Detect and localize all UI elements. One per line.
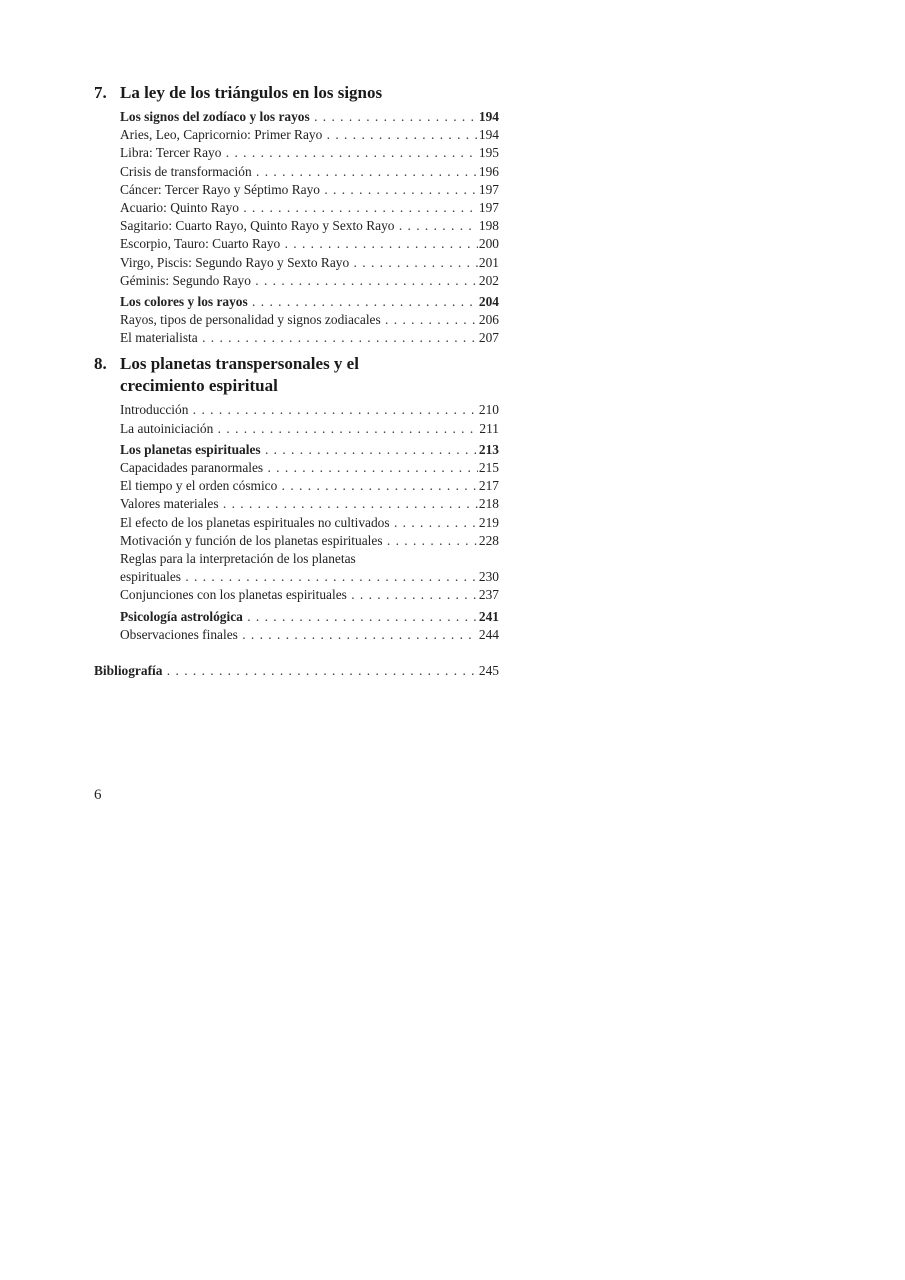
toc-entry-page: 230 xyxy=(478,569,499,585)
toc-entry[interactable] xyxy=(120,568,499,586)
bibliography-label: Bibliografía . . . xyxy=(94,662,478,680)
toc-entry-page: 198 xyxy=(478,218,499,234)
toc-entry[interactable] xyxy=(120,532,499,550)
toc-entry-label: Libra: Tercer Rayo . . . xyxy=(120,144,478,162)
toc-entry[interactable] xyxy=(120,514,499,532)
toc-entry-label: Los signos del zodíaco y los rayos . . . xyxy=(120,108,478,126)
toc-entry-label: Los planetas espirituales . . . xyxy=(120,441,478,459)
toc-entry-label: Rayos, tipos de personalidad y signos zodiacales . . . xyxy=(120,311,478,329)
toc-entry[interactable] xyxy=(120,235,499,253)
toc-entry-label: Virgo, Piscis: Segundo Rayo y Sexto Rayo . . . xyxy=(120,254,478,272)
chapter-title-line: crecimiento espiritual xyxy=(120,376,278,396)
toc-entry-label: Valores materiales . . . xyxy=(120,495,478,513)
toc-section-entry[interactable] xyxy=(120,108,499,126)
toc-entry-label: El materialista . . . xyxy=(120,329,478,347)
toc-entry[interactable] xyxy=(120,420,499,438)
toc-entry-label: Acuario: Quinto Rayo . . . xyxy=(120,199,478,217)
toc-entry-label: Géminis: Segundo Rayo . . . xyxy=(120,272,478,290)
toc-entry-page: 219 xyxy=(478,514,499,530)
toc-bibliography-entry[interactable] xyxy=(94,662,499,680)
toc-entry[interactable] xyxy=(120,329,499,347)
toc-entry-page: 194 xyxy=(478,109,499,124)
toc-entry-label: Motivación y función de los planetas espirituales . . . xyxy=(120,532,478,550)
toc-entry[interactable] xyxy=(120,311,499,329)
toc-entry[interactable] xyxy=(120,254,499,272)
toc-entry[interactable] xyxy=(120,217,499,235)
toc-entry[interactable] xyxy=(120,126,499,144)
toc-entry-label: Sagitario: Cuarto Rayo, Quinto Rayo y Sexto Rayo . . . xyxy=(120,217,478,235)
toc-entry-label: Observaciones finales . . . xyxy=(120,626,478,644)
bibliography-page: 245 xyxy=(478,662,499,678)
page-number: 6 xyxy=(94,787,102,803)
toc-entry-label: Aries, Leo, Capricornio: Primer Rayo . . . xyxy=(120,126,478,144)
toc-entry-page: 197 xyxy=(478,199,499,215)
chapter-number: 7. xyxy=(94,83,107,102)
toc-entry-page: 197 xyxy=(478,181,499,197)
toc-entry-label: El tiempo y el orden cósmico . . . xyxy=(120,477,478,495)
chapter-title-line: La ley de los triángulos en los signos xyxy=(120,83,383,102)
toc-entry-label: Escorpio, Tauro: Cuarto Rayo . . . xyxy=(120,235,478,253)
toc-entry-page: 210 xyxy=(478,402,499,418)
toc-entry-label: Psicología astrológica . . . xyxy=(120,608,478,626)
toc-entry-page: 196 xyxy=(478,163,499,179)
toc-entry-page: 244 xyxy=(478,626,499,642)
toc-entry-label: Crisis de transformación . . . xyxy=(120,163,478,181)
toc-entry[interactable] xyxy=(120,272,499,290)
toc-entry-page: 206 xyxy=(478,312,499,328)
chapter-number: 8. xyxy=(94,354,107,374)
toc-entry[interactable] xyxy=(120,144,499,162)
toc-section-entry[interactable] xyxy=(120,293,499,311)
toc-entry-label: Conjunciones con los planetas espirituales . . . xyxy=(120,586,478,604)
toc-entry-page: 213 xyxy=(478,441,499,457)
toc-entry-page: 218 xyxy=(478,496,499,512)
toc-entry-page: 195 xyxy=(478,145,499,161)
toc-entry-page: 215 xyxy=(478,460,499,475)
toc-entry-page: 237 xyxy=(478,587,499,603)
toc-entry-label: Reglas para la interpretación de los planetas xyxy=(120,550,356,566)
toc-entry-page: 204 xyxy=(478,293,499,309)
toc-entry[interactable] xyxy=(120,550,499,568)
toc-entry-page: 211 xyxy=(479,420,499,436)
toc-entry-label: espirituales . . . xyxy=(120,568,478,586)
toc-entry-page: 201 xyxy=(478,254,499,270)
toc-entry-page: 200 xyxy=(478,236,499,252)
toc-entry[interactable] xyxy=(120,199,499,217)
toc-entry[interactable] xyxy=(120,181,499,199)
chapter-heading[interactable] xyxy=(94,353,504,397)
toc-entry[interactable] xyxy=(120,459,499,477)
toc-entry[interactable] xyxy=(120,401,499,419)
toc-entry[interactable] xyxy=(120,495,499,513)
toc-entry-page: 228 xyxy=(478,532,499,548)
table-of-contents xyxy=(94,82,504,680)
toc-entry-page: 194 xyxy=(478,127,499,143)
toc-section-entry[interactable] xyxy=(120,441,499,459)
toc-entry-page: 217 xyxy=(478,478,499,494)
toc-entry[interactable] xyxy=(120,586,499,604)
toc-entry-label: El efecto de los planetas espirituales no cultivados . . . xyxy=(120,514,478,532)
toc-entry[interactable] xyxy=(120,163,499,181)
toc-entry-page: 241 xyxy=(478,608,499,624)
toc-entry-page: 202 xyxy=(478,272,499,288)
toc-entry[interactable] xyxy=(120,626,499,644)
chapter-title-line: Los planetas transpersonales y el xyxy=(120,354,359,374)
toc-entry-label: Capacidades paranormales . . . xyxy=(120,459,478,477)
toc-entry-label: Cáncer: Tercer Rayo y Séptimo Rayo . . . xyxy=(120,181,478,199)
toc-entry[interactable] xyxy=(120,477,499,495)
toc-entry-label: Los colores y los rayos . . . xyxy=(120,293,478,311)
toc-entry-page: 207 xyxy=(478,330,499,346)
toc-section-entry[interactable] xyxy=(120,608,499,626)
toc-entry-label: La autoiniciación . . . xyxy=(120,420,478,438)
toc-entry-label: Introducción . . . xyxy=(120,401,478,419)
chapter-heading[interactable] xyxy=(94,82,504,104)
